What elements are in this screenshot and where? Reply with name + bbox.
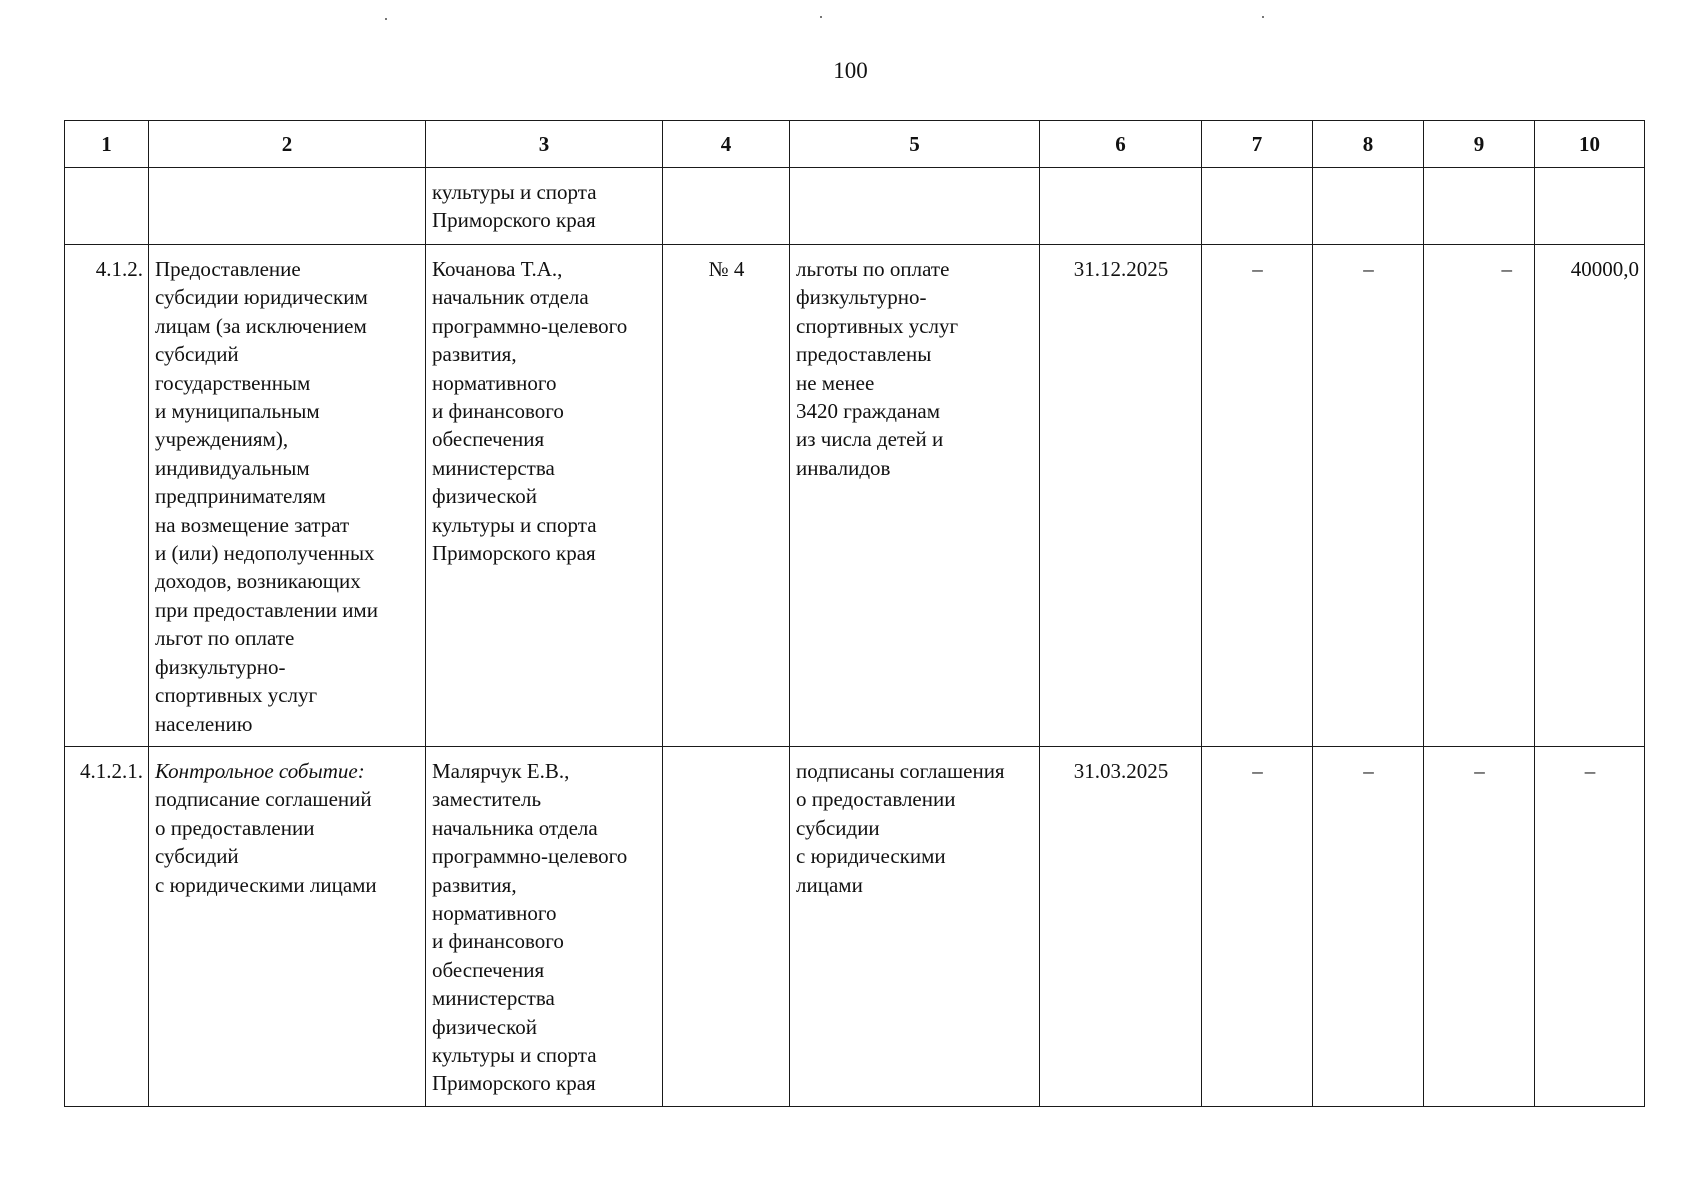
column-header: 1: [65, 121, 149, 168]
column-header: 4: [663, 121, 790, 168]
column-7-value: –: [1202, 245, 1313, 747]
table-row: [65, 245, 1645, 747]
column-10-value: 40000,0: [1535, 245, 1645, 747]
measure-name: [149, 245, 426, 747]
row-number: 4.1.2.1.: [65, 747, 149, 1107]
table-row: [65, 168, 1645, 245]
scan-speck: [820, 16, 822, 18]
document-number: [663, 168, 790, 245]
expected-result: [790, 168, 1040, 245]
column-header: 9: [1424, 121, 1535, 168]
scan-speck: [385, 18, 387, 20]
responsible-person: Малярчук Е.В., заместитель начальника отдела программно-целевого развития, нормативного и финансового обеспечения министерства физической культуры и спорта Приморского края: [426, 747, 663, 1107]
table-header-row: [65, 121, 1645, 168]
row-number: [65, 168, 149, 245]
expected-result: льготы по оплате физкультурно- спортивных услуг предоставлены не менее 3420 гражданам из числа детей и инвалидов: [790, 245, 1040, 747]
expected-result: подписаны соглашения о предоставлении субсидии с юридическими лицами: [790, 747, 1040, 1107]
column-header: 2: [149, 121, 426, 168]
table-row: [65, 747, 1645, 1107]
page-number: 100: [833, 58, 868, 83]
column-8-value: –: [1313, 245, 1424, 747]
document-number: [663, 747, 790, 1107]
column-10-value: –: [1535, 747, 1645, 1107]
column-header: 7: [1202, 121, 1313, 168]
column-7-value: –: [1202, 747, 1313, 1107]
row-number: 4.1.2.: [65, 245, 149, 747]
deadline-date: 31.03.2025: [1040, 747, 1202, 1107]
measure-name-text: Предоставление субсидии юридическим лицам (за исключением субсидий государственным и муниципальным учреждениям), индивидуальным предпринимателям на возмещение затрат и (или) недополученных доходов, возникающих при предоставлении ими льгот по оплате физкультурно- спортивных услуг населению: [155, 257, 378, 736]
column-8-value: [1313, 168, 1424, 245]
column-10-value: [1535, 168, 1645, 245]
responsible-person: культуры и спорта Приморского края: [426, 168, 663, 245]
deadline-date: [1040, 168, 1202, 245]
column-header: 10: [1535, 121, 1645, 168]
document-number: № 4: [663, 245, 790, 747]
column-8-value: –: [1313, 747, 1424, 1107]
control-event-label: Контрольное событие:: [155, 759, 365, 783]
column-7-value: [1202, 168, 1313, 245]
scan-speck: [1262, 16, 1264, 18]
column-header: 5: [790, 121, 1040, 168]
measure-name: [149, 747, 426, 1107]
plan-table: [64, 120, 1645, 1107]
responsible-person: Кочанова Т.А., начальник отдела программно-целевого развития, нормативного и финансового обеспечения министерства физической культуры и спорта Приморского края: [426, 245, 663, 747]
column-9-value: [1424, 168, 1535, 245]
column-9-value: –: [1424, 245, 1535, 747]
column-9-value: –: [1424, 747, 1535, 1107]
deadline-date: 31.12.2025: [1040, 245, 1202, 747]
measure-name: [149, 168, 426, 245]
column-header: 3: [426, 121, 663, 168]
measure-name-text: подписание соглашений о предоставлении субсидий с юридическими лицами: [155, 787, 377, 897]
column-header: 6: [1040, 121, 1202, 168]
column-header: 8: [1313, 121, 1424, 168]
